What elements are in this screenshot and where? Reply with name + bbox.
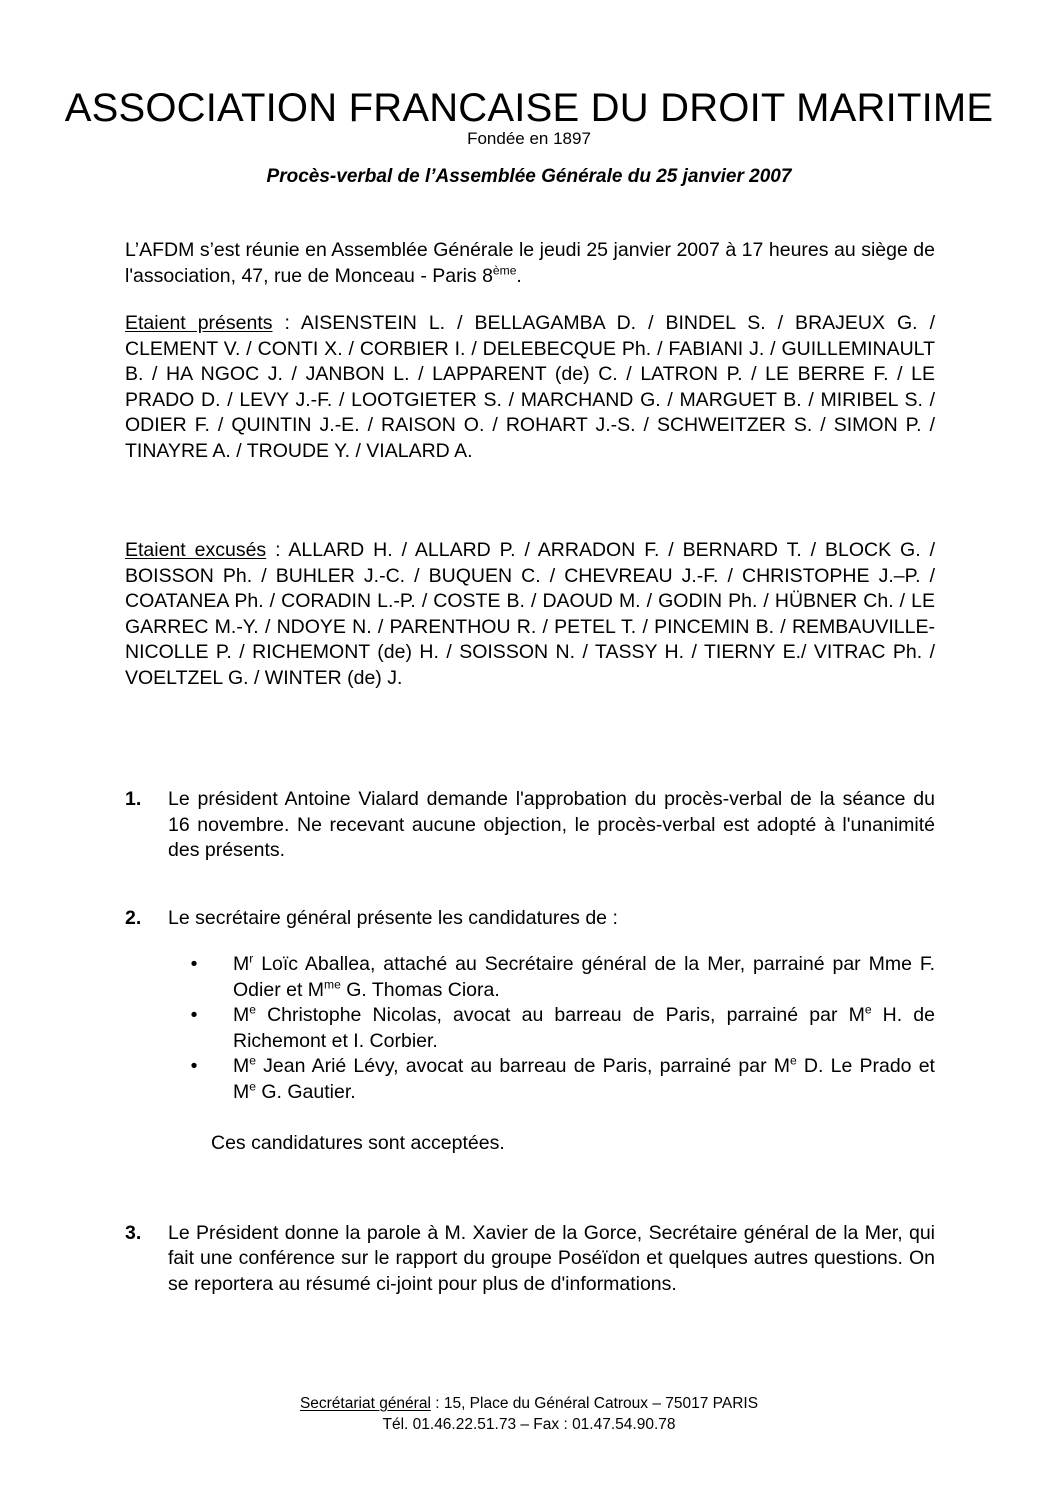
excused-label: Etaient excusés xyxy=(125,539,267,561)
list-item xyxy=(179,1003,935,1054)
candidate-part2: D. Le Prado et M xyxy=(233,1055,935,1103)
present-label: Etaient présents xyxy=(125,312,273,334)
candidates-accepted-text: Ces candidatures sont acceptées. xyxy=(211,1132,505,1154)
honorific: M xyxy=(233,953,250,975)
honorific-superscript: e xyxy=(790,1053,797,1068)
bullet-icon: • xyxy=(190,1055,198,1077)
document-body xyxy=(125,238,935,1297)
minutes-item xyxy=(125,787,935,864)
present-names: AISENSTEIN L. / BELLAGAMBA D. / BINDEL S. / BRAJEUX G. / CLEMENT V. / CONTI X. / CORBIER I. / DELEBECQUE Ph. / FABIANI J. / GUILLEMINAULT B. / HA NGOC J. / JANBON L. / LAPPARENT (de) C. / LATRON P. / LE BERRE F. / LE PRADO D. / LEVY J.-F. / LOOTGIETER S. / MARCHAND G. / MARGUET B. / MIRIBEL S. / ODIER F. / QUINTIN J.-E. / RAISON O. / ROHART J.-S. / SCHWEITZER S. / SIMON P. / TINAYRE A. / TROUDE Y. / VIALARD A. xyxy=(125,312,936,462)
candidate-part2: G. Thomas Ciora. xyxy=(340,978,500,1001)
honorific-superscript: e xyxy=(249,1002,256,1017)
honorific-superscript: r xyxy=(249,951,254,966)
spacer-before-items xyxy=(125,691,935,765)
footer-address-line xyxy=(0,1393,1058,1414)
candidate-part1: Loïc Aballea, attaché au Secrétaire général de la Mer, parrainé par Mme F. Odier et M xyxy=(233,953,935,1001)
item-text: Le président Antoine Vialard demande l'approbation du procès-verbal de la séance du 16 novembre. Ne recevant aucune objection, le procès-verbal est adopté à l'unanimité des présents. xyxy=(168,788,935,861)
intro-superscript: ème xyxy=(492,263,517,277)
list-item xyxy=(179,1054,935,1105)
spacer-item2-item3-2 xyxy=(125,1199,935,1221)
item-text: Le Président donne la parole à M. Xavier de la Gorce, Secrétaire général de la Mer, qui fait une conférence sur le rapport du groupe Poséïdon et quelques autres questions. On se reportera au résumé ci-joint pour plus de d'informations. xyxy=(168,1221,935,1295)
candidate-text xyxy=(233,1003,935,1054)
honorific-superscript: e xyxy=(249,1053,256,1068)
bullet-icon: • xyxy=(190,953,198,975)
list-item xyxy=(179,952,935,1003)
candidate-part2: H. de Richemont et I. Corbier. xyxy=(233,1004,935,1052)
item-number: 1. xyxy=(125,788,142,810)
candidate-part1: Jean Arié Lévy, avocat au barreau de Paris, parrainé par M xyxy=(255,1055,790,1077)
candidate-list xyxy=(168,952,935,1105)
footer-contact-line: Tél. 01.46.22.51.73 – Fax : 01.47.54.90.78 xyxy=(382,1416,676,1433)
spacer-item1-item2 xyxy=(125,864,935,906)
honorific-superscript: me xyxy=(324,977,341,991)
candidate-part3: G. Gautier. xyxy=(255,1080,356,1103)
attendees-excused xyxy=(125,538,935,691)
honorific-superscript: e xyxy=(249,1079,256,1093)
candidate-part1: Christophe Nicolas, avocat au barreau de Paris, parrainé par M xyxy=(255,1004,865,1026)
intro-text: L’AFDM s’est réunie en Assemblée Générale le jeudi 25 janvier 2007 à 17 heures au siège de l'association, 47, rue de Monceau - Paris 8 xyxy=(125,239,935,287)
spacer-before-items-2 xyxy=(125,765,935,787)
honorific: M xyxy=(233,1004,250,1026)
candidate-text xyxy=(233,1054,935,1105)
spacer-item2-item3 xyxy=(125,1157,935,1199)
item-text: Le secrétaire général présente les candidatures de : xyxy=(168,906,618,929)
item-number: 2. xyxy=(125,906,142,929)
honorific: M xyxy=(233,1055,250,1077)
document-subtitle: Procès-verbal de l’Assemblée Générale du 25 janvier 2007 xyxy=(266,166,792,187)
page-title: ASSOCIATION FRANCAISE DU DROIT MARITIME xyxy=(64,85,994,130)
present-separator: : xyxy=(272,312,301,334)
spacer-after-present xyxy=(125,464,935,538)
page-footer xyxy=(0,1393,1058,1435)
excused-names: ALLARD H. / ALLARD P. / ARRADON F. / BERNARD T. / BLOCK G. / BOISSON Ph. / BUHLER J.-C. / BUQUEN C. / CHEVREAU J.-F. / CHRISTOPHE J.–P. / COATANEA Ph. / CORADIN L.-P. / COSTE B. / DAOUD M. / GODIN Ph. / HÜBNER Ch. / LE GARREC M.-Y. / NDOYE N. / PARENTHOU R. / PETEL T. / PINCEMIN B. / REMBAUVILLE-NICOLLE P. / RICHEMONT (de) H. / SOISSON N. / TASSY H. / TIERNY E./ VITRAC Ph. / VOELTZEL G. / WINTER (de) J. xyxy=(125,539,935,689)
founded-line: Fondée en 1897 xyxy=(467,129,591,148)
attendees-present xyxy=(125,311,935,464)
footer-label: Secrétariat général xyxy=(299,1395,431,1412)
bullet-icon: • xyxy=(190,1004,198,1026)
minutes-item xyxy=(125,1221,935,1298)
intro-text-end: . xyxy=(516,264,522,287)
item-number: 3. xyxy=(125,1221,142,1244)
intro-paragraph xyxy=(125,238,935,289)
minutes-item xyxy=(125,906,935,1157)
candidate-text xyxy=(233,952,935,1003)
honorific-superscript: e xyxy=(864,1002,872,1017)
excused-separator: : xyxy=(266,539,289,561)
minutes-item-list xyxy=(125,787,935,1297)
footer-address: : 15, Place du Général Catroux – 75017 PARIS xyxy=(430,1395,759,1412)
